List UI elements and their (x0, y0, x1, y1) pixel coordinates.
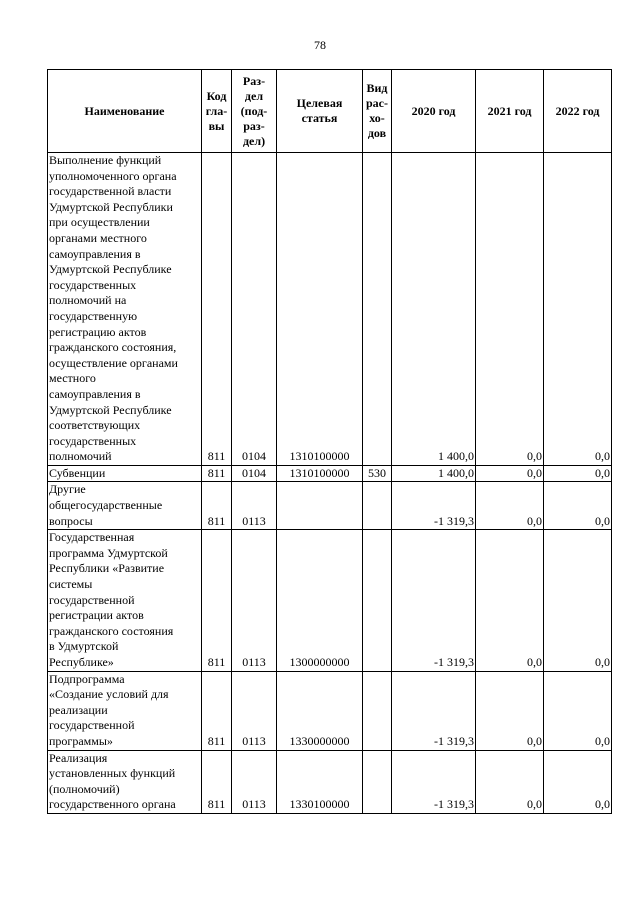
row-code: 811 (202, 530, 232, 671)
row-2022: 0,0 (544, 530, 612, 671)
row-section: 0104 (232, 465, 277, 482)
row-expense-type: 530 (363, 465, 392, 482)
row-2021: 0,0 (476, 482, 544, 530)
row-target: 1330000000 (277, 671, 363, 750)
header-2020: 2020 год (392, 70, 476, 153)
header-expense-type: Вид рас- хо- дов (363, 70, 392, 153)
row-target: 1330100000 (277, 750, 363, 813)
row-2020: 1 400,0 (392, 465, 476, 482)
row-code: 811 (202, 482, 232, 530)
row-expense-type (363, 482, 392, 530)
budget-table (47, 69, 612, 814)
row-name: Субвенции (48, 465, 202, 482)
row-2020: 1 400,0 (392, 153, 476, 466)
row-2022: 0,0 (544, 153, 612, 466)
table-row (48, 530, 612, 671)
row-code: 811 (202, 465, 232, 482)
row-2020: -1 319,3 (392, 482, 476, 530)
table-row (48, 465, 612, 482)
row-expense-type (363, 750, 392, 813)
header-target: Целевая статья (277, 70, 363, 153)
page-number: 78 (314, 38, 326, 52)
header-code: Код гла- вы (202, 70, 232, 153)
row-target: 1300000000 (277, 530, 363, 671)
table-row (48, 671, 612, 750)
row-2021: 0,0 (476, 153, 544, 466)
row-target: 1310100000 (277, 153, 363, 466)
row-target (277, 482, 363, 530)
row-2022: 0,0 (544, 671, 612, 750)
row-2022: 0,0 (544, 750, 612, 813)
header-section: Раз- дел (под- раз- дел) (232, 70, 277, 153)
row-name: Государственная программа Удмуртской Республики «Развитие системы государственной регистрации актов гражданского состояния в Удмуртской Республике» (48, 530, 202, 671)
row-2021: 0,0 (476, 465, 544, 482)
row-name: Другие общегосударственные вопросы (48, 482, 202, 530)
row-2021: 0,0 (476, 671, 544, 750)
row-section: 0113 (232, 530, 277, 671)
header-2021: 2021 год (476, 70, 544, 153)
row-name: Выполнение функций уполномоченного органа государственной власти Удмуртской Республики при осуществлении органами местного самоуправления в Удмуртской Республике государственных полномочий на государственную регистрацию актов гражданского состояния, осуществление органами местного самоуправления в Удмуртской Республике соответствующих государственных полномочий (48, 153, 202, 466)
row-2022: 0,0 (544, 482, 612, 530)
row-2020: -1 319,3 (392, 671, 476, 750)
header-name: Наименование (48, 70, 202, 153)
row-section: 0113 (232, 482, 277, 530)
header-row (48, 70, 612, 153)
row-target: 1310100000 (277, 465, 363, 482)
row-2020: -1 319,3 (392, 750, 476, 813)
row-code: 811 (202, 153, 232, 466)
table-row (48, 482, 612, 530)
row-code: 811 (202, 750, 232, 813)
header-2022: 2022 год (544, 70, 612, 153)
row-name: Подпрограмма «Создание условий для реализации государственной программы» (48, 671, 202, 750)
row-code: 811 (202, 671, 232, 750)
row-2020: -1 319,3 (392, 530, 476, 671)
row-expense-type (363, 530, 392, 671)
table-row (48, 153, 612, 466)
table-body (48, 153, 612, 814)
row-section: 0113 (232, 671, 277, 750)
row-expense-type (363, 671, 392, 750)
row-2021: 0,0 (476, 530, 544, 671)
row-expense-type (363, 153, 392, 466)
row-section: 0104 (232, 153, 277, 466)
row-2022: 0,0 (544, 465, 612, 482)
row-2021: 0,0 (476, 750, 544, 813)
row-name: Реализация установленных функций (полномочий) государственного органа (48, 750, 202, 813)
table-row (48, 750, 612, 813)
row-section: 0113 (232, 750, 277, 813)
